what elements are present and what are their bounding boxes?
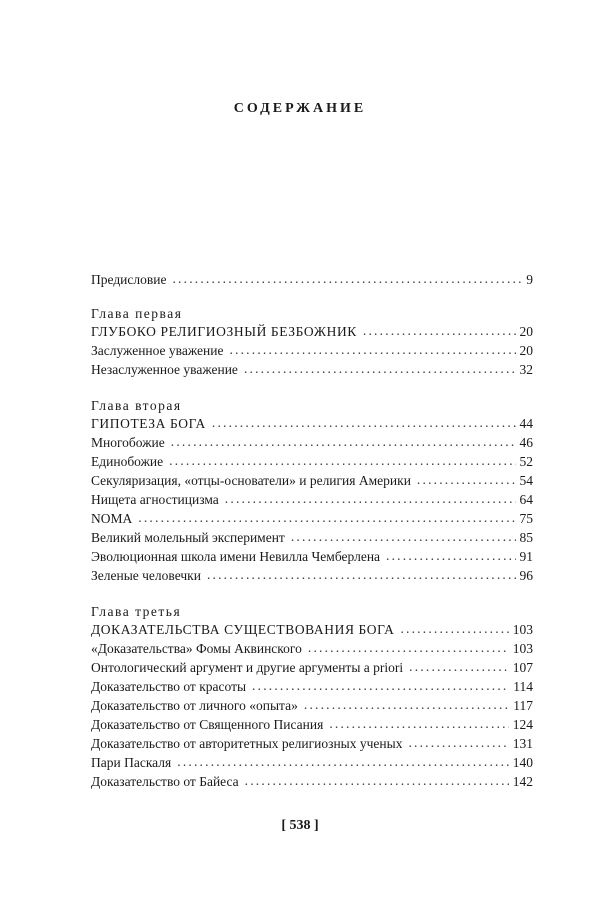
toc-entry-page: 140 (512, 755, 533, 770)
table-of-contents (91, 270, 533, 791)
dot-leader (417, 470, 516, 489)
toc-entry (91, 639, 533, 658)
toc-entry-page: 124 (512, 717, 533, 732)
toc-entry (91, 696, 533, 715)
dot-leader (207, 565, 516, 584)
toc-entry (91, 341, 533, 360)
dot-leader (329, 714, 508, 733)
toc-entry-title: Единобожие (91, 454, 164, 469)
toc-entry-page: 114 (513, 679, 533, 694)
chapter-heading-title: ГИПОТЕЗА БОГА (91, 416, 206, 431)
chapter-heading-page: 103 (512, 622, 533, 637)
chapter-heading-title: ДОКАЗАТЕЛЬСТВА СУЩЕСТВОВАНИЯ БОГА (91, 622, 395, 637)
chapter-heading (91, 414, 533, 433)
toc-entry-page: 103 (512, 641, 533, 656)
toc-entry-title: Зеленые человечки (91, 568, 201, 583)
toc-entry-title: Секуляризация, «отцы-основатели» и религия Америки (91, 473, 411, 488)
page-title: СОДЕРЖАНИЕ (233, 101, 367, 116)
toc-entry (91, 360, 533, 379)
chapter-label: Глава первая (91, 306, 183, 321)
toc-entry-page: 96 (519, 568, 533, 583)
toc-entry (91, 452, 533, 471)
toc-entry-page: 20 (519, 343, 533, 358)
toc-entry (91, 734, 533, 753)
toc-entry-preface (91, 270, 533, 289)
toc-entry-title: Доказательство от Священного Писания (91, 717, 324, 732)
toc-entry-title: Многобожие (91, 435, 165, 450)
dot-leader (304, 695, 509, 714)
toc-entry (91, 547, 533, 566)
chapter-3 (91, 603, 533, 791)
chapter-heading-page: 44 (519, 416, 533, 431)
dot-leader (386, 546, 515, 565)
chapter-label: Глава вторая (91, 398, 182, 413)
dot-leader (225, 489, 516, 508)
toc-entry (91, 490, 533, 509)
dot-leader (400, 619, 508, 638)
toc-entry (91, 433, 533, 452)
chapter-heading (91, 322, 533, 341)
toc-entry (91, 471, 533, 490)
toc-entry-page: 32 (519, 362, 533, 377)
toc-entry-title: Доказательство от красоты (91, 679, 247, 694)
toc-entry-page: 52 (519, 454, 533, 469)
toc-entry-title: Доказательство от Байеса (91, 774, 239, 789)
toc-entry-page: 107 (512, 660, 533, 675)
toc-entry-title: Доказательство от личного «опыта» (91, 698, 298, 713)
toc-entry-title: NOMA (91, 511, 133, 526)
dot-leader (169, 451, 515, 470)
toc-entry-page: 54 (519, 473, 533, 488)
dot-leader (229, 340, 515, 359)
dot-leader (138, 508, 515, 527)
toc-entry-title: Эволюционная школа имени Невилла Чемберлена (91, 549, 381, 564)
toc-entry-title: Великий молельный эксперимент (91, 530, 285, 545)
toc-entry (91, 566, 533, 585)
dot-leader (252, 676, 509, 695)
toc-entry-page: 142 (512, 774, 533, 789)
toc-entry (91, 715, 533, 734)
toc-entry-page: 46 (519, 435, 533, 450)
toc-entry (91, 509, 533, 528)
toc-entry-title: Незаслуженное уважение (91, 362, 238, 377)
toc-entry-title: Предисловие (91, 272, 167, 287)
dot-leader (291, 527, 516, 546)
toc-entry-page: 91 (519, 549, 533, 564)
dot-leader (408, 733, 508, 752)
dot-leader (308, 638, 509, 657)
chapter-2 (91, 397, 533, 585)
toc-entry-page: 117 (513, 698, 533, 713)
chapter-heading-page: 20 (519, 324, 533, 339)
toc-entry-title: Онтологический аргумент и другие аргументы a priori (91, 660, 404, 675)
toc-entry-page: 75 (519, 511, 533, 526)
dot-leader (245, 771, 509, 790)
toc-entry (91, 772, 533, 791)
dot-leader (172, 269, 522, 288)
page-number: [ 538 ] (281, 818, 319, 833)
toc-entry-page: 9 (526, 272, 533, 287)
toc-entry-page: 85 (519, 530, 533, 545)
toc-entry (91, 753, 533, 772)
chapter-label: Глава третья (91, 604, 182, 619)
dot-leader (409, 657, 509, 676)
dot-leader (212, 413, 516, 432)
toc-entry (91, 677, 533, 696)
toc-entry-page: 64 (519, 492, 533, 507)
dot-leader (363, 321, 516, 340)
dot-leader (177, 752, 509, 771)
toc-entry-page: 131 (512, 736, 533, 751)
toc-entry-title: Пари Паскаля (91, 755, 172, 770)
chapter-1 (91, 305, 533, 379)
toc-entry-title: Нищета агностицизма (91, 492, 219, 507)
toc-entry-title: Доказательство от авторитетных религиозных ученых (91, 736, 403, 751)
chapter-heading-title: ГЛУБОКО РЕЛИГИОЗНЫЙ БЕЗБОЖНИК (91, 324, 357, 339)
toc-entry (91, 528, 533, 547)
toc-entry-title: «Доказательства» Фомы Аквинского (91, 641, 302, 656)
toc-entry-title: Заслуженное уважение (91, 343, 224, 358)
dot-leader (171, 432, 516, 451)
toc-entry (91, 658, 533, 677)
dot-leader (244, 359, 516, 378)
chapter-heading (91, 620, 533, 639)
